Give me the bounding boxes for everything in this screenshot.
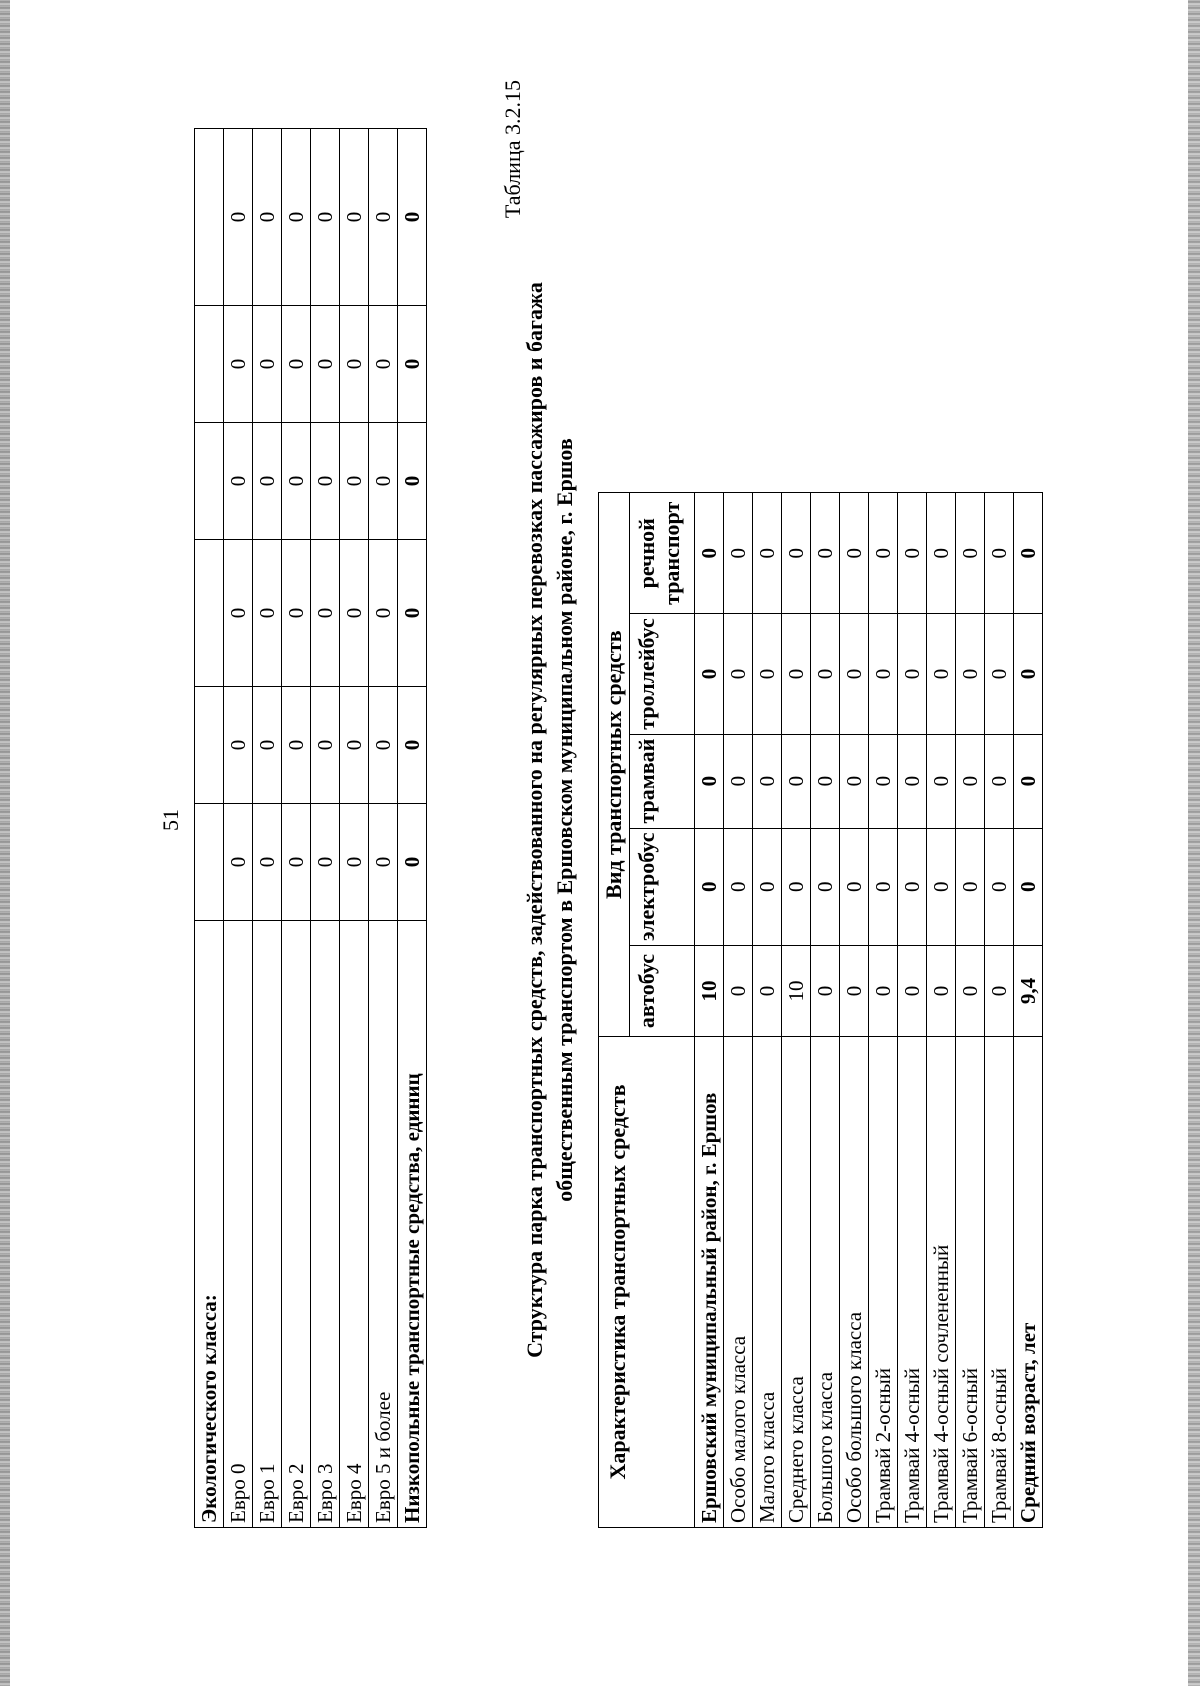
header-column: автобус bbox=[630, 946, 695, 1037]
table-row bbox=[898, 493, 927, 1528]
header-row-1 bbox=[599, 493, 630, 1528]
table-cell: 0 bbox=[753, 734, 782, 828]
table-row bbox=[311, 129, 340, 1528]
table-title-line-1: Структура парка транспортных средств, задействованного на регулярных перевозках пассажиров и багажа bbox=[522, 282, 547, 1358]
table-cell: 0 bbox=[282, 306, 311, 423]
table-title bbox=[520, 80, 580, 1560]
table-cell: 0 bbox=[782, 493, 811, 614]
table-cell: 0 bbox=[369, 129, 398, 306]
table-cell bbox=[195, 129, 224, 306]
row-label: Трамвай 4-осный сочлененный bbox=[927, 1037, 956, 1528]
table-cell: 0 bbox=[253, 804, 282, 921]
table-cell: 0 bbox=[398, 306, 427, 423]
table-cell: 0 bbox=[398, 129, 427, 306]
ecology-class-table bbox=[194, 128, 427, 1528]
table-cell: 0 bbox=[724, 828, 753, 945]
scan-edge-right bbox=[1188, 0, 1200, 1686]
row-label: Низкопольные транспортные средства, единиц bbox=[398, 921, 427, 1528]
table-cell bbox=[195, 540, 224, 687]
table-cell: 0 bbox=[340, 540, 369, 687]
table-cell: 0 bbox=[840, 493, 869, 614]
page-number: 51 bbox=[158, 809, 183, 831]
table-row bbox=[753, 493, 782, 1528]
table-cell: 0 bbox=[927, 828, 956, 945]
table-row bbox=[869, 493, 898, 1528]
ecology-class-table-body bbox=[195, 129, 427, 1528]
header-column: электробус bbox=[630, 828, 695, 945]
header-vehicle-type: Вид транспортных средств bbox=[599, 493, 630, 1037]
table-cell: 0 bbox=[695, 734, 724, 828]
table-cell: 0 bbox=[985, 614, 1014, 734]
table-row bbox=[956, 493, 985, 1528]
table-cell: 0 bbox=[311, 129, 340, 306]
row-label: Евро 4 bbox=[340, 921, 369, 1528]
table-cell: 0 bbox=[840, 614, 869, 734]
table-cell: 0 bbox=[956, 614, 985, 734]
table-cell: 0 bbox=[956, 828, 985, 945]
table-cell: 0 bbox=[253, 306, 282, 423]
table-cell: 0 bbox=[753, 493, 782, 614]
table-row bbox=[695, 493, 724, 1528]
table-cell: 0 bbox=[927, 946, 956, 1037]
table-cell: 0 bbox=[811, 828, 840, 945]
row-label: Особо большого класса bbox=[840, 1037, 869, 1528]
table-row bbox=[398, 129, 427, 1528]
table-cell: 0 bbox=[282, 129, 311, 306]
table-cell: 0 bbox=[224, 804, 253, 921]
table-cell: 0 bbox=[898, 828, 927, 945]
row-label: Средний возраст, лет bbox=[1014, 1037, 1043, 1528]
table-cell: 0 bbox=[1014, 734, 1043, 828]
table-cell: 0 bbox=[869, 946, 898, 1037]
table-row bbox=[195, 129, 224, 1528]
row-label: Большого класса bbox=[811, 1037, 840, 1528]
table-cell: 0 bbox=[282, 423, 311, 540]
table-cell: 0 bbox=[753, 828, 782, 945]
table-cell: 0 bbox=[956, 493, 985, 614]
table-cell: 0 bbox=[398, 423, 427, 540]
table-cell: 0 bbox=[340, 804, 369, 921]
table-row bbox=[253, 129, 282, 1528]
table-cell: 0 bbox=[927, 493, 956, 614]
table-cell: 0 bbox=[1014, 828, 1043, 945]
table-cell: 0 bbox=[956, 734, 985, 828]
table-cell: 0 bbox=[927, 734, 956, 828]
table-cell: 0 bbox=[840, 946, 869, 1037]
header-column: трамвай bbox=[630, 734, 695, 828]
table-cell: 0 bbox=[898, 493, 927, 614]
row-label: Ершовский муниципальный район, г. Ершов bbox=[695, 1037, 724, 1528]
row-label: Трамвай 6-осный bbox=[956, 1037, 985, 1528]
row-label: Экологического класса: bbox=[195, 921, 224, 1528]
row-label: Евро 1 bbox=[253, 921, 282, 1528]
row-label: Особо малого класса bbox=[724, 1037, 753, 1528]
table-cell: 0 bbox=[224, 129, 253, 306]
table-cell: 0 bbox=[985, 734, 1014, 828]
table-row bbox=[724, 493, 753, 1528]
fleet-structure-table-head bbox=[599, 493, 695, 1528]
table-cell: 0 bbox=[811, 946, 840, 1037]
table-cell: 0 bbox=[253, 687, 282, 804]
table-cell: 0 bbox=[1014, 493, 1043, 614]
table-row bbox=[985, 493, 1014, 1528]
table-cell: 0 bbox=[811, 734, 840, 828]
table-cell: 0 bbox=[985, 828, 1014, 945]
table-cell: 0 bbox=[811, 614, 840, 734]
table-cell: 0 bbox=[782, 734, 811, 828]
row-label: Трамвай 4-осный bbox=[898, 1037, 927, 1528]
table-title-line-2: общественным транспортом в Ершовском муниципальном районе, г. Ершов bbox=[552, 438, 577, 1202]
table-row bbox=[1014, 493, 1043, 1528]
header-column: троллейбус bbox=[630, 614, 695, 734]
table-cell: 0 bbox=[927, 614, 956, 734]
table-cell: 0 bbox=[724, 493, 753, 614]
table-cell: 0 bbox=[840, 828, 869, 945]
table-cell: 0 bbox=[1014, 614, 1043, 734]
table-cell: 0 bbox=[253, 540, 282, 687]
row-label: Трамвай 8-осный bbox=[985, 1037, 1014, 1528]
table-cell: 0 bbox=[782, 614, 811, 734]
table-cell: 0 bbox=[869, 828, 898, 945]
table-cell: 0 bbox=[311, 306, 340, 423]
table-cell: 0 bbox=[340, 129, 369, 306]
table-cell: 0 bbox=[695, 828, 724, 945]
table-cell: 0 bbox=[398, 540, 427, 687]
table-cell: 0 bbox=[398, 687, 427, 804]
table-cell: 0 bbox=[398, 804, 427, 921]
row-label: Евро 0 bbox=[224, 921, 253, 1528]
table-cell: 0 bbox=[311, 687, 340, 804]
row-label: Евро 3 bbox=[311, 921, 340, 1528]
table-row bbox=[340, 129, 369, 1528]
table-cell: 0 bbox=[369, 540, 398, 687]
table-cell: 10 bbox=[695, 946, 724, 1037]
table-row bbox=[927, 493, 956, 1528]
header-column: речной транспорт bbox=[630, 493, 695, 614]
table-cell: 0 bbox=[898, 614, 927, 734]
table-cell: 0 bbox=[340, 687, 369, 804]
header-characteristic: Характеристика транспортных средств bbox=[599, 1037, 695, 1528]
table-cell: 0 bbox=[311, 804, 340, 921]
table-cell: 0 bbox=[985, 493, 1014, 614]
table-cell: 0 bbox=[224, 540, 253, 687]
table-cell: 0 bbox=[253, 129, 282, 306]
table-row bbox=[840, 493, 869, 1528]
table-cell: 0 bbox=[753, 614, 782, 734]
table-cell: 0 bbox=[369, 687, 398, 804]
table-cell bbox=[195, 423, 224, 540]
table-cell: 0 bbox=[224, 687, 253, 804]
table-cell: 0 bbox=[369, 804, 398, 921]
table-cell: 0 bbox=[724, 734, 753, 828]
table-cell: 0 bbox=[369, 306, 398, 423]
row-label: Среднего класса bbox=[782, 1037, 811, 1528]
table-cell: 0 bbox=[253, 423, 282, 540]
table-row bbox=[811, 493, 840, 1528]
table-row bbox=[782, 493, 811, 1528]
rotated-page bbox=[140, 80, 1100, 1560]
table-cell: 0 bbox=[840, 734, 869, 828]
table-cell: 0 bbox=[782, 828, 811, 945]
table-cell: 0 bbox=[224, 423, 253, 540]
table-cell: 0 bbox=[898, 734, 927, 828]
table-cell: 0 bbox=[724, 614, 753, 734]
fleet-structure-table bbox=[598, 492, 1043, 1528]
table-row bbox=[224, 129, 253, 1528]
table-cell: 0 bbox=[956, 946, 985, 1037]
table-cell: 0 bbox=[869, 734, 898, 828]
table-number: Таблица 3.2.15 bbox=[500, 80, 525, 219]
scan-edge-left bbox=[0, 0, 10, 1686]
table-cell: 0 bbox=[282, 540, 311, 687]
table-cell: 0 bbox=[695, 493, 724, 614]
table-cell: 0 bbox=[311, 540, 340, 687]
table-cell: 0 bbox=[695, 614, 724, 734]
table-cell: 0 bbox=[340, 423, 369, 540]
table-cell: 0 bbox=[340, 306, 369, 423]
table-cell: 0 bbox=[811, 493, 840, 614]
row-label: Евро 2 bbox=[282, 921, 311, 1528]
table-cell: 0 bbox=[724, 946, 753, 1037]
fleet-structure-table-body bbox=[695, 493, 1043, 1528]
table-cell: 0 bbox=[985, 946, 1014, 1037]
table-row bbox=[282, 129, 311, 1528]
table-cell bbox=[195, 687, 224, 804]
table-cell bbox=[195, 306, 224, 423]
table-cell: 0 bbox=[869, 493, 898, 614]
table-cell: 0 bbox=[869, 614, 898, 734]
table-cell: 0 bbox=[898, 946, 927, 1037]
table-cell: 0 bbox=[282, 687, 311, 804]
table-cell: 0 bbox=[282, 804, 311, 921]
table-cell: 0 bbox=[311, 423, 340, 540]
table-cell: 9,4 bbox=[1014, 946, 1043, 1037]
table-cell: 10 bbox=[782, 946, 811, 1037]
row-label: Трамвай 2-осный bbox=[869, 1037, 898, 1528]
table-cell: 0 bbox=[369, 423, 398, 540]
table-cell: 0 bbox=[753, 946, 782, 1037]
row-label: Евро 5 и более bbox=[369, 921, 398, 1528]
row-label: Малого класса bbox=[753, 1037, 782, 1528]
table-cell: 0 bbox=[224, 306, 253, 423]
table-cell bbox=[195, 804, 224, 921]
table-row bbox=[369, 129, 398, 1528]
